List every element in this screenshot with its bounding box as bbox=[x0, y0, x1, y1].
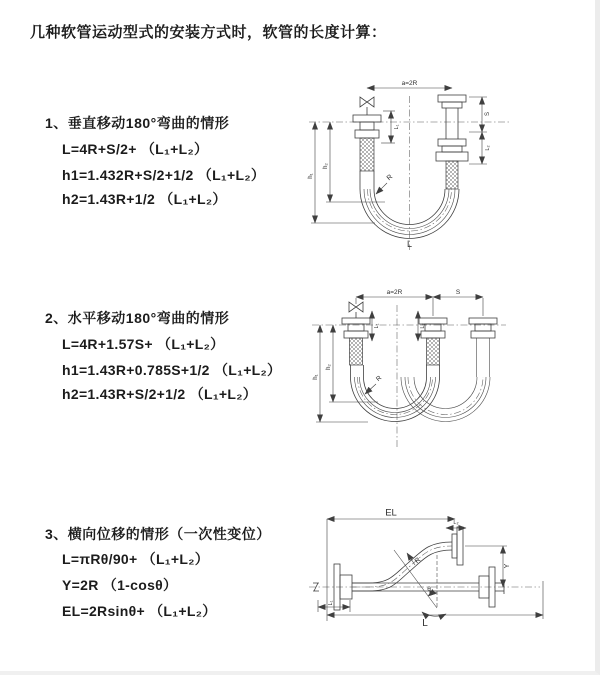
dim-label-S-move: S bbox=[455, 289, 461, 296]
section-1-formula-h2: h2=1.43R+1/2 （L₁+L₂） bbox=[62, 191, 227, 207]
valve-icon bbox=[349, 302, 363, 318]
dim-label-a2r: a=2R bbox=[401, 80, 418, 87]
dim-L2 bbox=[418, 311, 426, 341]
dim-S-L2 bbox=[469, 97, 491, 164]
dim-label-a2r: a=2R bbox=[386, 289, 403, 296]
section-3-heading: 3、横向位移的情形（一次性变位） bbox=[45, 526, 271, 542]
dim-label-L1: L₁ bbox=[328, 600, 334, 606]
radius-callout bbox=[407, 553, 422, 565]
dim-label-h1: h₁ bbox=[313, 374, 319, 380]
section-1-heading: 1、垂直移动180°弯曲的情形 bbox=[45, 115, 230, 131]
hose-s-curve bbox=[352, 542, 452, 591]
section-2-formula-h2: h2=1.43R+S/2+1/2 （L₁+L₂） bbox=[62, 386, 258, 402]
dim-h1-h2 bbox=[308, 122, 385, 223]
dim-label-R: R bbox=[413, 556, 423, 566]
flange-upper-right bbox=[452, 527, 463, 565]
centerlines bbox=[309, 96, 511, 250]
dim-label-h1: h₁ bbox=[308, 173, 314, 179]
dim-label-S: S bbox=[485, 111, 491, 117]
radius-callout bbox=[376, 174, 394, 194]
dim-label-L1: L₁ bbox=[374, 323, 380, 329]
section-3-formula-L: L=πRθ/90+ （L₁+L₂） bbox=[62, 551, 210, 567]
dim-label-R: R bbox=[385, 173, 395, 183]
diagram-horizontal-180-bend bbox=[306, 285, 558, 457]
section-2-formula-L: L=4R+1.57S+ （L₁+L₂） bbox=[62, 336, 225, 352]
dim-label-Y: Y bbox=[504, 563, 511, 569]
diagram-lateral-displacement bbox=[305, 503, 577, 651]
fitting-right-moved bbox=[469, 318, 497, 377]
hose-u-moved bbox=[401, 377, 490, 422]
section-2-formula-h1: h1=1.43R+0.785S+1/2 （L₁+L₂） bbox=[62, 362, 282, 378]
dim-EL bbox=[327, 508, 455, 622]
dim-span-top bbox=[367, 80, 452, 88]
valve-icon bbox=[360, 97, 374, 115]
diagram-vertical-180-bend bbox=[303, 76, 549, 256]
dim-label-h2: h₂ bbox=[323, 163, 329, 169]
fitting-right bbox=[436, 95, 468, 189]
dim-label-L2: L₂ bbox=[485, 145, 491, 151]
section-3-formula-Y: Y=2R （1-cosθ） bbox=[62, 577, 178, 593]
dim-label-L2: L₂ bbox=[420, 323, 426, 329]
angle-label-theta: θ bbox=[427, 586, 431, 593]
dim-label-L2: L₂ bbox=[453, 520, 459, 526]
dim-label-R: R bbox=[374, 374, 384, 384]
page-title: 几种软管运动型式的安装方式时，软管的长度计算： bbox=[30, 24, 387, 41]
section-1-formula-L: L=4R+S/2+ （L₁+L₂） bbox=[62, 141, 209, 157]
section-1-formula-h1: h1=1.432R+S/2+1/2 （L₁+L₂） bbox=[62, 167, 266, 183]
radius-callout bbox=[365, 374, 383, 394]
dim-span-top bbox=[356, 289, 483, 316]
section-3-formula-EL: EL=2Rsinθ+ （L₁+L₂） bbox=[62, 603, 217, 619]
dim-label-L: L bbox=[422, 618, 428, 629]
dim-L1 bbox=[381, 111, 400, 143]
dim-label-L-bottom: L bbox=[406, 239, 413, 249]
dim-L1 bbox=[372, 311, 380, 341]
dim-label-EL: EL bbox=[385, 507, 397, 519]
dim-label-h2: h₂ bbox=[326, 364, 332, 370]
dim-label-L1: L₁ bbox=[394, 124, 400, 130]
section-2-heading: 2、水平移动180°弯曲的情形 bbox=[45, 310, 230, 326]
fitting-left bbox=[353, 115, 381, 171]
